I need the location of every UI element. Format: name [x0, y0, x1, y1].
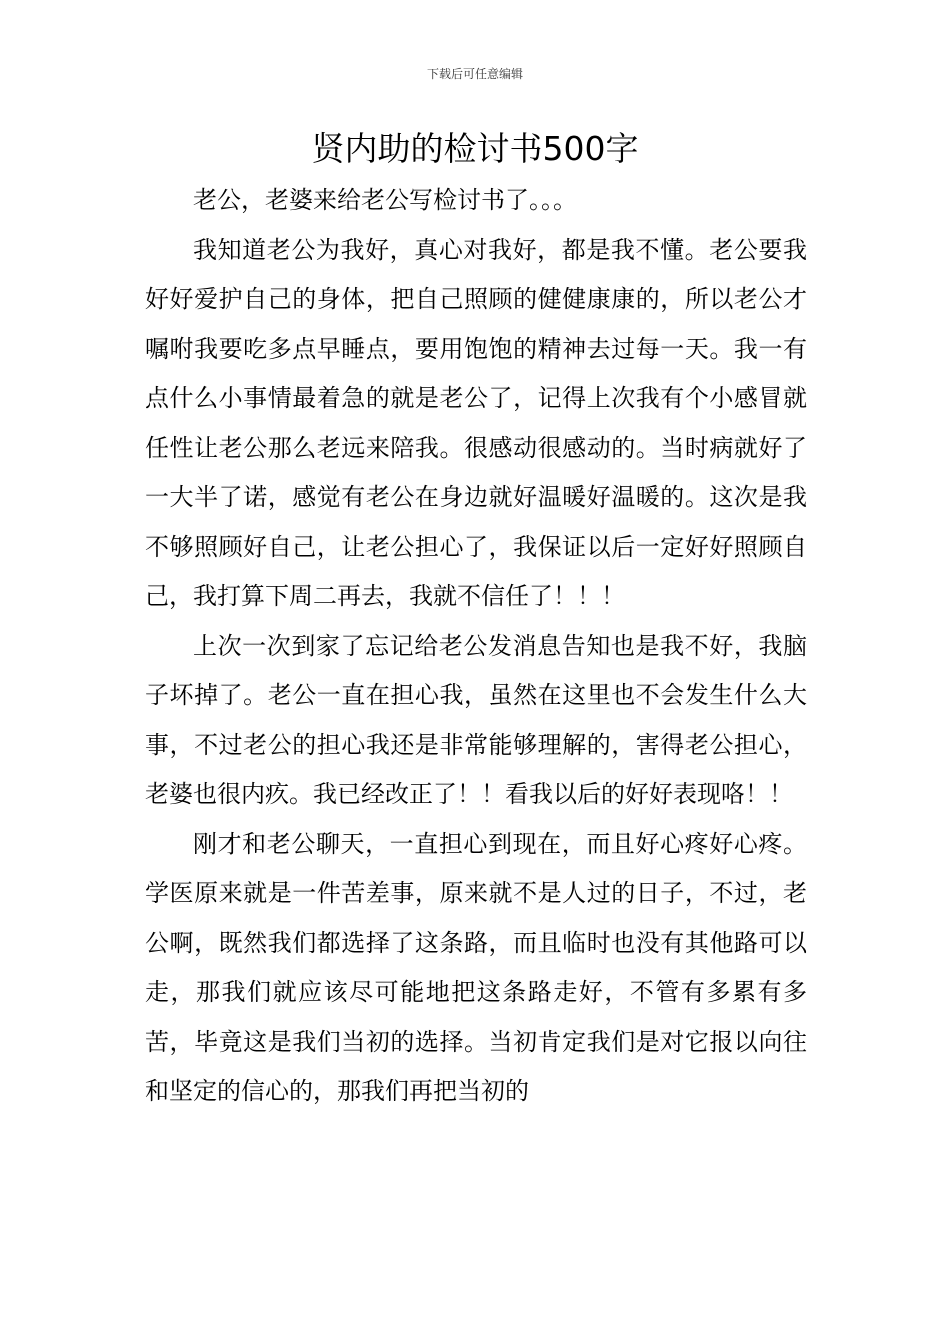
document-title: 贤内助的检讨书500字	[311, 129, 639, 168]
header-note: 下载后可任意编辑	[426, 67, 523, 81]
paragraph-2: 我知道老公为我好，真心对我好，都是我不懂。老公要我好好爱护自己的身体，把自己照顾的健健康康的，所以老公才嘱咐我要吃多点早睡点，要用饱饱的精神去过每一天。我一有点什么小事情最着急的就是老公了，记得上次我有个小感冒就任性让老公那么老远来陪我。很感动很感动的。当时病就好了一大半了诺，感觉有老公在身边就好温暖好温暖的。这次是我不够照顾好自己，让老公担心了，我保证以后一定好好照顾自己，我打算下周二再去，我就不信任了！！！	[145, 235, 807, 610]
paragraph-3: 上次一次到家了忘记给老公发消息告知也是我不好，我脑子坏掉了。老公一直在担心我，虽然在这里也不会发生什么大事，不过老公的担心我还是非常能够理解的，害得老公担心，老婆也很内疚。我已经改正了！！看我以后的好好表现咯！！	[145, 631, 807, 808]
document-body	[145, 176, 807, 1117]
paragraph-1: 老公，老婆来给老公写检讨书了。。。	[193, 186, 577, 214]
paragraph-4: 刚才和老公聊天，一直担心到现在，而且好心疼好心疼。学医原来就是一件苦差事，原来就不是人过的日子，不过，老公啊，既然我们都选择了这条路，而且临时也没有其他路可以走，那我们就应该尽可能地把这条路走好，不管有多累有多苦，毕竟这是我们当初的选择。当初肯定我们是对它报以向往和坚定的信心的，那我们再把当初的	[145, 829, 807, 1105]
